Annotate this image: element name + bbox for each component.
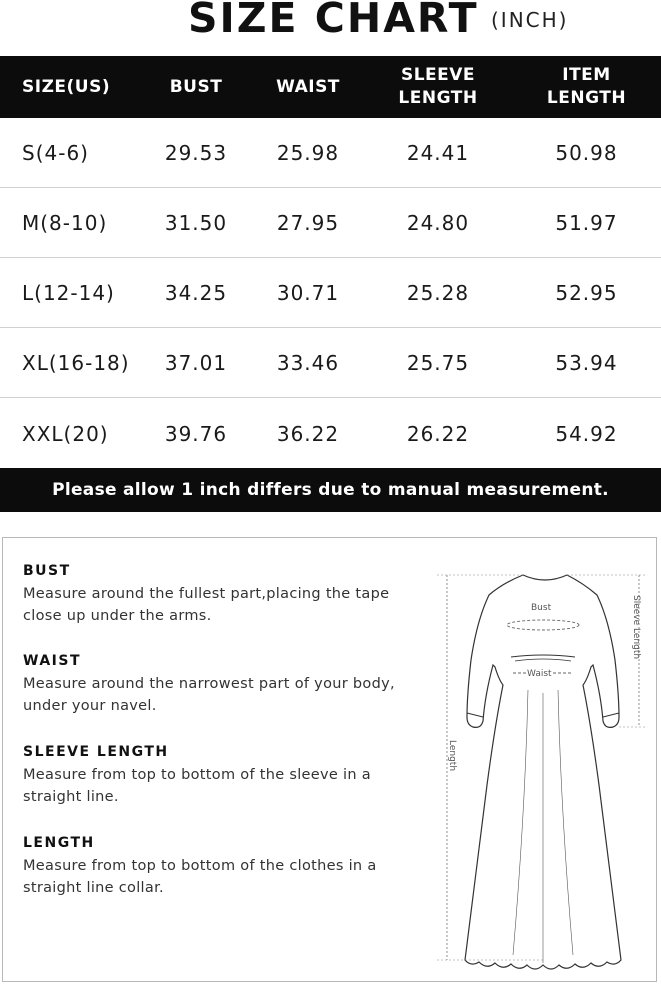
- col-header-size: SIZE(US): [0, 56, 140, 118]
- col-header-waist: WAIST: [252, 56, 364, 118]
- cell-sleeve-length: 25.75: [364, 328, 512, 398]
- cell-bust: 37.01: [140, 328, 252, 398]
- guide-item-bust: [23, 563, 423, 627]
- waist-label: Waist: [527, 669, 552, 679]
- size-table: [0, 56, 661, 471]
- cell-item-length: 52.95: [512, 258, 661, 328]
- cell-waist: 36.22: [252, 398, 364, 471]
- cell-waist: 25.98: [252, 118, 364, 188]
- cell-item-length: 50.98: [512, 118, 661, 188]
- cell-size: XL(16-18): [0, 328, 140, 398]
- table-row: [0, 398, 661, 471]
- guide-title: LENGTH: [23, 835, 95, 851]
- cell-item-length: 53.94: [512, 328, 661, 398]
- cell-size: L(12-14): [0, 258, 140, 328]
- guide-description: Measure from top to bottom of the clothes in a straight line collar.: [23, 858, 377, 896]
- cell-waist: 30.71: [252, 258, 364, 328]
- cell-sleeve-length: 25.28: [364, 258, 512, 328]
- cell-bust: 29.53: [140, 118, 252, 188]
- dress-illustration: [433, 565, 653, 980]
- guide-title: BUST: [23, 563, 71, 579]
- cell-bust: 31.50: [140, 188, 252, 258]
- cell-bust: 39.76: [140, 398, 252, 471]
- col-header-item-length: ITEM LENGTH: [512, 56, 661, 118]
- unit-label: (INCH): [491, 8, 569, 32]
- cell-item-length: 51.97: [512, 188, 661, 258]
- table-row: [0, 258, 661, 328]
- length-label: Length: [447, 740, 457, 772]
- measurement-guide: [2, 537, 657, 982]
- dress-diagram: [433, 565, 653, 980]
- guide-title: WAIST: [23, 653, 81, 669]
- cell-waist: 27.95: [252, 188, 364, 258]
- page-title: SIZE CHART: [188, 0, 479, 42]
- cell-bust: 34.25: [140, 258, 252, 328]
- cell-sleeve-length: 24.41: [364, 118, 512, 188]
- measurement-note-banner: Please allow 1 inch differs due to manual measurement.: [0, 468, 661, 512]
- table-row: [0, 328, 661, 398]
- cell-sleeve-length: 26.22: [364, 398, 512, 471]
- cell-sleeve-length: 24.80: [364, 188, 512, 258]
- cell-size: XXL(20): [0, 398, 140, 471]
- table-header-row: [0, 56, 661, 118]
- sleeve-length-label: Sleeve Length: [631, 595, 641, 660]
- guide-description: Measure from top to bottom of the sleeve in a straight line.: [23, 767, 371, 805]
- col-header-bust: BUST: [140, 56, 252, 118]
- guide-description: Measure around the narrowest part of your body, under your navel.: [23, 676, 395, 714]
- guide-item-waist: [23, 653, 423, 717]
- guide-item-sleeve-length: [23, 744, 423, 808]
- table-row: [0, 118, 661, 188]
- cell-waist: 33.46: [252, 328, 364, 398]
- guide-item-length: [23, 835, 423, 899]
- col-header-sleeve-length: SLEEVE LENGTH: [364, 56, 512, 118]
- cell-item-length: 54.92: [512, 398, 661, 471]
- cell-size: S(4-6): [0, 118, 140, 188]
- table-row: [0, 188, 661, 258]
- guide-title: SLEEVE LENGTH: [23, 744, 169, 760]
- cell-size: M(8-10): [0, 188, 140, 258]
- guide-description: Measure around the fullest part,placing the tape close up under the arms.: [23, 586, 390, 624]
- bust-label: Bust: [531, 603, 552, 613]
- chart-header: [0, 0, 661, 52]
